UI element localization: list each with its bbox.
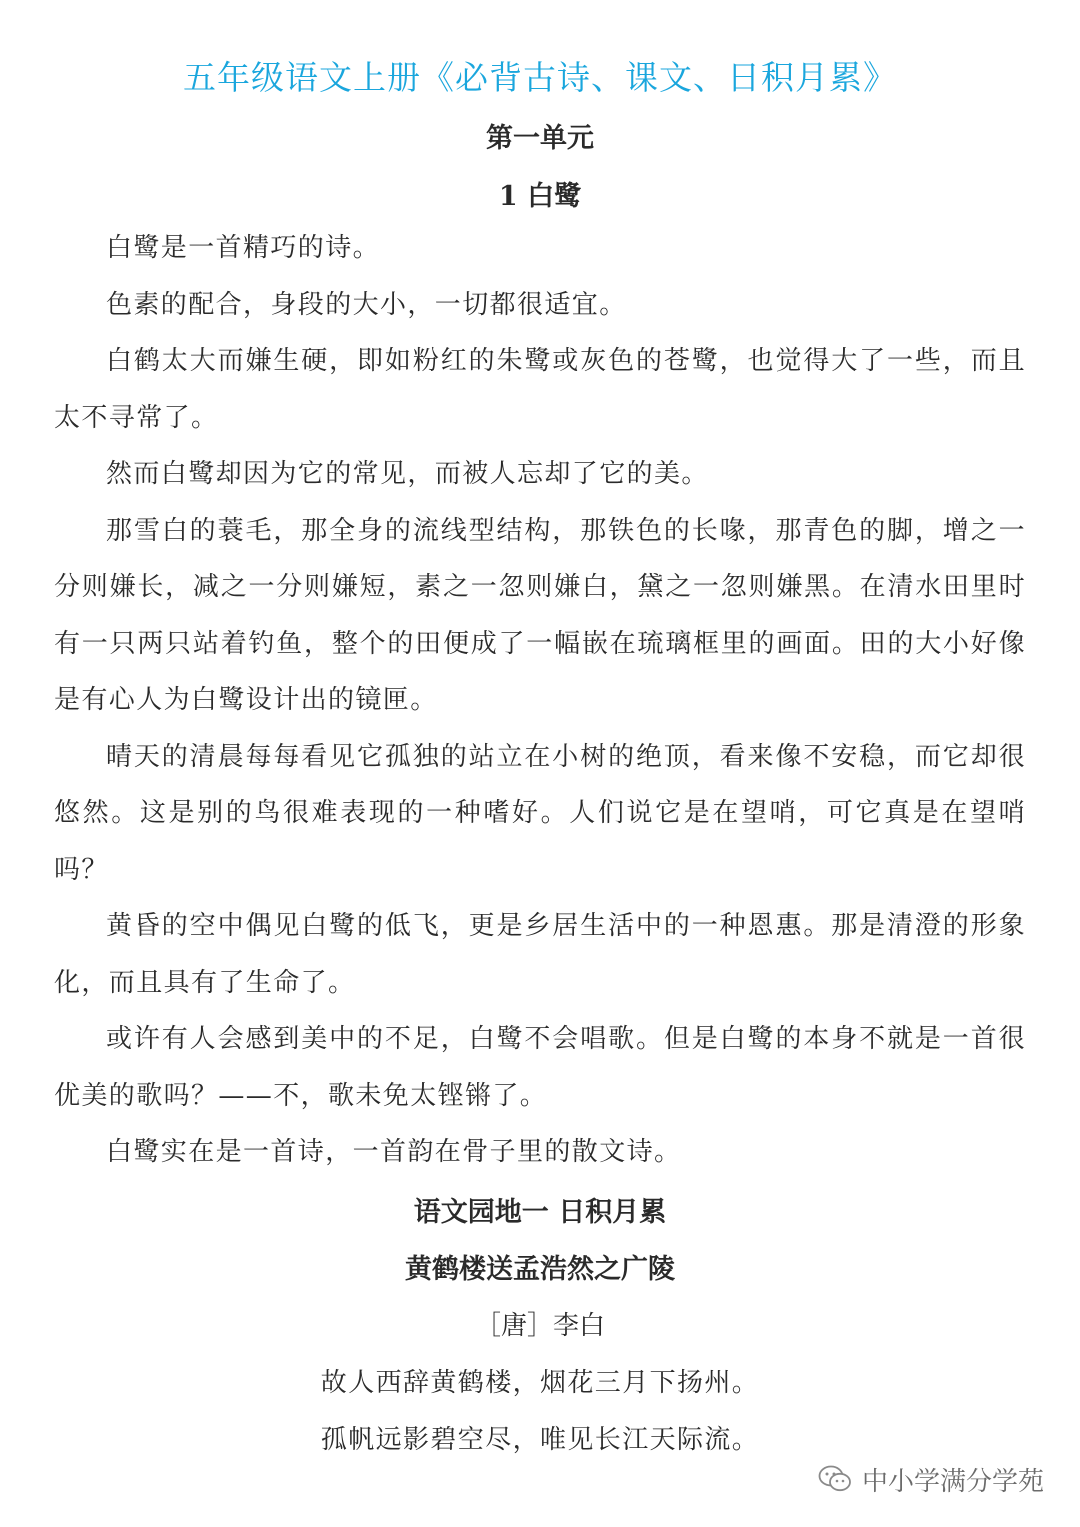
paragraph: 然而白鹭却因为它的常见，而被人忘却了它的美。 bbox=[106, 459, 709, 489]
poem-author: ［唐］李白 bbox=[474, 1311, 605, 1341]
paragraph: 白鹭是一首精巧的诗。 bbox=[106, 233, 381, 263]
document-title: 五年级语文上册《必背古诗、课文、日积月累》 bbox=[183, 58, 897, 97]
paragraph: 那雪白的蓑毛，那全身的流线型结构，那铁色的长喙，那青色的脚，增之一分则嫌长，减之一分则嫌短，素之一忽则嫌白，黛之一忽则嫌黑。在清水田里时有一只两只站着钓鱼，整个的田便成了一幅嵌在琉璃框里的画面。田的大小好像是有心人为白鹭设计出的镜匣。 bbox=[54, 515, 1026, 715]
poem-title: 黄鹤楼送孟浩然之广陵 bbox=[405, 1254, 675, 1285]
section-heading: 语文园地一 日积月累 bbox=[413, 1197, 667, 1228]
daily-accumulation-section bbox=[0, 1184, 1080, 1469]
paragraph: 色素的配合，身段的大小，一切都很适宜。 bbox=[106, 289, 627, 320]
paragraph: 或许有人会感到美中的不足，白鹭不会唱歌。但是白鹭的本身不就是一首很优美的歌吗？——不，歌未免太铿锵了。 bbox=[54, 1024, 1026, 1111]
paragraph: 黄昏的空中偶见白鹭的低飞，更是乡居生活中的一种恩惠。那是清澄的形象化，而且具有了生命了。 bbox=[54, 911, 1026, 998]
watermark-text: 中小学满分学苑 bbox=[861, 1466, 1044, 1497]
poem-verse: 孤帆远影碧空尽，唯见长江天际流。 bbox=[320, 1425, 760, 1455]
paragraph: 晴天的清晨每每看见它孤独的站立在小树的绝顶，看来像不安稳，而它却很悠然。这是别的鸟很难表现的一种嗜好。人们说它是在望哨，可它真是在望哨吗？ bbox=[54, 741, 1026, 885]
wechat-icon bbox=[818, 1464, 852, 1494]
watermark bbox=[818, 1459, 1044, 1499]
unit-heading: 第一单元 bbox=[486, 123, 594, 154]
poem-verse: 故人西辞黄鹤楼，烟花三月下扬州。 bbox=[320, 1368, 760, 1398]
lesson-body bbox=[54, 220, 1026, 1181]
paragraph: 白鹤太大而嫌生硬，即如粉红的朱鹭或灰色的苍鹭，也觉得大了一些，而且太不寻常了。 bbox=[54, 346, 1026, 433]
paragraph: 白鹭实在是一首诗，一首韵在骨子里的散文诗。 bbox=[106, 1137, 682, 1167]
lesson-heading: 1 白鹭 bbox=[498, 181, 582, 212]
